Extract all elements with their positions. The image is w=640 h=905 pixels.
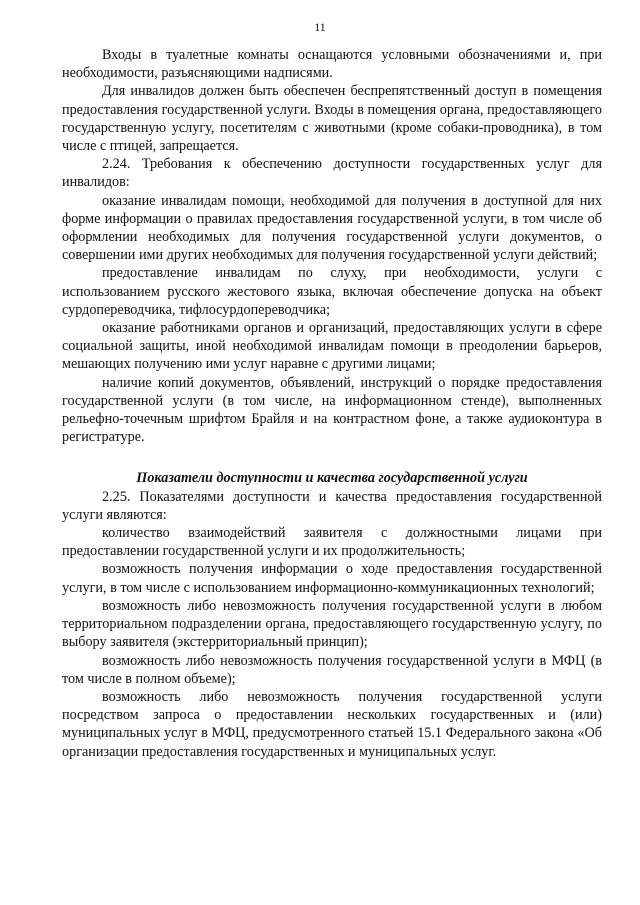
paragraph: возможность получения информации о ходе предоставления государственной услуги, в том числе с использованием информационно-коммуникационных технологий;	[62, 561, 602, 596]
paragraph: 2.24. Требования к обеспечению доступности государственных услуг для инвалидов:	[62, 156, 602, 191]
paragraph: предоставление инвалидам по слуху, при необходимости, услуги с использованием русского жестового языка, включая обеспечение допуска на объект сурдопереводчика, тифлосурдопереводчика;	[62, 265, 602, 318]
paragraph: наличие копий документов, объявлений, инструкций о порядке предоставления государственной услуги (в том числе, на информационном стенде), выполненных рельефно-точечным шрифтом Брайля и на контрастном фоне, а также аудиоконтура в регистратуре.	[62, 374, 602, 446]
paragraph: количество взаимодействий заявителя с должностными лицами при предоставлении государственной услуги и их продолжительность;	[62, 525, 602, 560]
paragraph: 2.25. Показателями доступности и качества предоставления государственной услуги являются:	[62, 488, 602, 523]
paragraph: Для инвалидов должен быть обеспечен беспрепятственный доступ в помещения предоставления государственной услуги. Входы в помещения органа, предоставляющего государственную услугу, посетителям с животными (кроме собаки-проводника), в том числе с птицей, запрещается.	[62, 83, 602, 155]
paragraph: возможность либо невозможность получения государственной услуги в любом территориальном подразделении органа, предоставляющего государственную услугу, по выбору заявителя (экстерриториальный принцип);	[62, 597, 602, 651]
paragraph: Входы в туалетные комнаты оснащаются условными обозначениями и, при необходимости, разъясняющими надписями.	[62, 47, 602, 82]
paragraph: возможность либо невозможность получения государственной услуги в МФЦ (в том числе в полном объеме);	[62, 652, 602, 687]
paragraph: возможность либо невозможность получения государственной услуги посредством запроса о предоставлении нескольких государственных и (или) муниципальных услуг в МФЦ, предусмотренного статьей 15.1 Федерального закона «Об организации предоставления государственных и муниципальных услуг.	[62, 688, 602, 760]
document-body	[62, 46, 602, 761]
paragraph: оказание инвалидам помощи, необходимой для получения в доступной для них форме информации о правилах предоставления государственной услуги, в том числе об оформлении необходимых для получения государственной услуги документов, о совершении ими других необходимых для получения государственной услуги действий;	[62, 192, 602, 264]
page-number: 11	[314, 20, 326, 34]
paragraph: оказание работниками органов и организаций, предоставляющих услуги в сфере социальной защиты, иной необходимой инвалидам помощи в преодолении барьеров, мешающих получению ими услуг наравне с другими лицами;	[62, 320, 602, 373]
section-title: Показатели доступности и качества государственной услуги	[136, 470, 528, 487]
